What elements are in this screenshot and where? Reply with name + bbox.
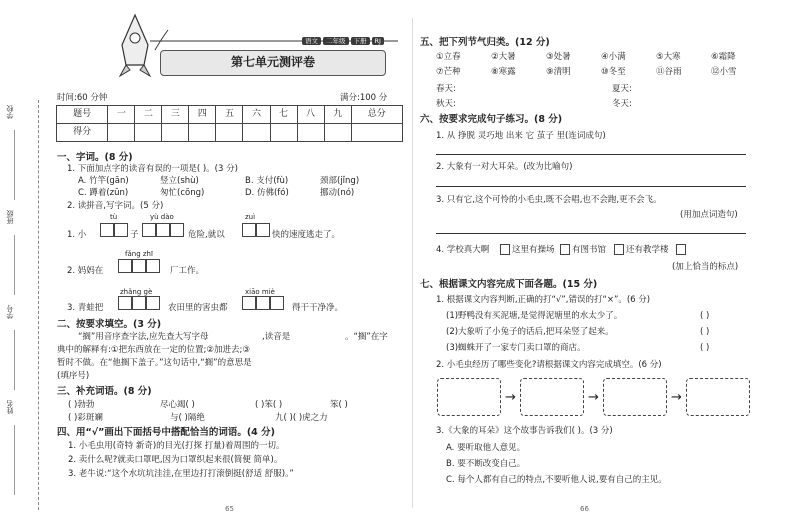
tag-grade: 二年级	[323, 37, 349, 45]
s4-line: 3. 老牛说:“这个水坑坑洼洼,在里边打打滚倒挺(舒适 舒服)。”	[68, 469, 294, 479]
s2-line2b: 暂时不做。在“他搁下盖子。”这句话中,“搁”的意思是	[57, 358, 252, 368]
s2-line1: “搁”用音序查字法,应先查大写字母	[78, 332, 209, 342]
char-box-group[interactable]	[242, 296, 284, 314]
s6-q4-part: 4. 学校真大啊	[436, 245, 490, 255]
s6-q4-part: 有图书馆	[572, 245, 607, 255]
score-cell[interactable]	[108, 124, 135, 142]
s6-q4-hint: (加上恰当的标点)	[672, 262, 739, 272]
solar-term: ⑧寒露	[491, 67, 516, 77]
s1-q1-option: 颈部(jǐng)	[320, 176, 360, 186]
section-7-title: 七、根据课文内容完成下面各题。(15 分)	[420, 279, 598, 290]
binding-label-class: 班级	[6, 210, 14, 224]
s1-q1-option: A. 竹竿(gān)	[78, 176, 129, 186]
s6-q4-part: 还有教学楼	[626, 245, 669, 255]
page-number-left: 65	[225, 505, 234, 513]
fill-text: 快的速度逃走了。	[272, 230, 341, 240]
char-box-group[interactable]	[118, 296, 160, 314]
score-cell[interactable]	[270, 124, 297, 142]
fill-text: 1. 小	[67, 230, 87, 240]
score-cell[interactable]	[243, 124, 270, 142]
score-header: 五	[216, 106, 243, 124]
s1-q1-option: C. 蹲着(zūn)	[78, 188, 129, 198]
s7-q1: 1. 根据课文内容判断,正确的打“√”,错误的打“×”。(6 分)	[436, 295, 651, 305]
s3-item: ( )勃勃	[68, 400, 95, 410]
s1-q1: 1. 下面加点字的读音有误的一项是( )。(3 分)	[67, 164, 238, 174]
s4-line: 1. 小毛虫用(奇特 新奇)的目光(打探 打量)着周围的一切。	[68, 441, 285, 451]
char-box-group[interactable]	[142, 223, 184, 241]
judge-paren[interactable]: ( )	[700, 327, 710, 337]
arrow-right-icon: →	[671, 390, 682, 405]
s3-item: ( )笨( )	[255, 400, 283, 410]
s1-q1-option: 挪动(nó)	[320, 188, 355, 198]
s7-judge: (1)野鸭没有买泥塘,是觉得泥塘里的水太少了。	[446, 311, 623, 321]
score-cell[interactable]	[162, 124, 189, 142]
s6-q3-hint: (用加点词造句)	[680, 210, 738, 220]
section-6-title: 六、按要求完成句子练习。(8 分)	[420, 114, 563, 125]
fill-text: 子	[130, 230, 139, 240]
answer-line[interactable]	[436, 154, 746, 155]
binding-fill-line	[14, 130, 15, 200]
flow-frame[interactable]	[520, 378, 584, 416]
solar-term: ②大暑	[491, 52, 516, 62]
s3-item: 笨( )	[330, 400, 348, 410]
score-cell[interactable]	[216, 124, 243, 142]
char-box-group[interactable]	[118, 259, 160, 277]
score-header: 六	[243, 106, 270, 124]
s7-judge: (2)大象听了小兔子的话后,把耳朵竖了起来。	[446, 327, 614, 337]
page-number-right: 66	[580, 505, 589, 513]
s2-line1b: ,读音是	[262, 332, 291, 342]
solar-term: ⑪谷雨	[656, 67, 682, 77]
score-cell[interactable]	[189, 124, 216, 142]
flow-frame[interactable]	[437, 378, 501, 416]
score-cell[interactable]	[135, 124, 162, 142]
s3-item: 九( )( )虎之力	[275, 413, 328, 423]
s6-q1: 1. 从 挣脱 灵巧地 出来 它 茧子 里(连词成句)	[436, 131, 606, 141]
flow-frame[interactable]	[603, 378, 667, 416]
season-label: 夏天:	[612, 84, 632, 94]
solar-term: ⑦芒种	[436, 67, 461, 77]
score-header: 一	[108, 106, 135, 124]
section-2-title: 二、按要求填空。(3 分)	[57, 319, 162, 330]
judge-paren[interactable]: ( )	[700, 311, 710, 321]
binding-fill-line	[14, 330, 15, 390]
binding-fill-line	[14, 425, 15, 495]
tag-volume: 下册	[351, 37, 370, 45]
solar-term: ⑤大寒	[656, 52, 681, 62]
score-cell[interactable]	[351, 124, 402, 142]
pinyin: tù	[110, 213, 118, 221]
s6-q3: 3. 只有它,这个可怜的小毛虫,既不会唱,也不会跑,更不会飞。	[436, 195, 662, 205]
s7-option-b: B. 要不断改变自己。	[446, 459, 526, 469]
punct-box[interactable]	[676, 244, 686, 255]
s6-q4-part: 这里有操场	[512, 245, 555, 255]
score-header: 八	[297, 106, 324, 124]
page-title: 第七单元测评卷	[160, 50, 386, 76]
score-header: 总分	[351, 106, 402, 124]
score-table	[56, 105, 403, 142]
fill-text: 危险,就以	[188, 230, 225, 240]
pinyin: yù dào	[150, 213, 174, 221]
fill-text: 厂工作。	[170, 266, 205, 276]
fill-text: 2. 妈妈在	[67, 266, 104, 276]
binding-label-name: 姓名	[6, 400, 14, 414]
s2-line1c: 。“搁”在字	[345, 332, 388, 342]
tag-edition: RJ	[372, 37, 384, 45]
solar-term: ④小满	[601, 52, 626, 62]
s3-item: ( )彩斑斓	[68, 413, 103, 423]
score-header: 四	[189, 106, 216, 124]
season-label: 秋天:	[436, 99, 456, 109]
score-row-label: 得分	[57, 124, 108, 142]
time-label: 时间:60 分钟	[57, 93, 108, 103]
solar-term: ③处暑	[546, 52, 571, 62]
score-header: 七	[270, 106, 297, 124]
char-box-group[interactable]	[100, 223, 128, 241]
s7-q2: 2. 小毛虫经历了哪些变化?请根据课文内容完成填空。(6 分)	[436, 360, 662, 370]
score-label: 满分:100 分	[340, 93, 388, 103]
solar-term: ①立春	[436, 52, 461, 62]
column-divider	[412, 18, 413, 508]
solar-term: ⑫小雪	[711, 67, 737, 77]
binding-dash-line	[38, 100, 39, 510]
s2-line3: (填序号)	[57, 371, 90, 381]
s1-q1-option: 匆忙(cōng)	[160, 188, 205, 198]
binding-fill-line	[14, 235, 15, 295]
score-header: 二	[135, 106, 162, 124]
header-tags	[300, 35, 384, 47]
arrow-right-icon: →	[588, 390, 599, 405]
pinyin: fǎng zhī	[125, 250, 153, 258]
s4-line: 2. 卖什么呢?就卖口罩吧,因为口罩织起来很(简便 简单)。	[68, 455, 283, 465]
section-5-title: 五、把下列节气归类。(12 分)	[420, 37, 550, 48]
punct-box[interactable]	[614, 244, 624, 255]
s3-item: 尽心竭( )	[160, 400, 195, 410]
judge-paren[interactable]: ( )	[700, 343, 710, 353]
pinyin: zuì	[245, 213, 256, 221]
char-box-group[interactable]	[242, 223, 270, 241]
s3-item: 与( )隔绝	[170, 413, 205, 423]
section-4-title: 四、用“√”画出下面括号中搭配恰当的词语。(4 分)	[57, 427, 275, 438]
arrow-right-icon: →	[505, 390, 516, 405]
solar-term: ⑩冬至	[601, 67, 626, 77]
binding-label-number: 学号	[6, 305, 14, 319]
score-cell[interactable]	[324, 124, 351, 142]
binding-strip	[2, 100, 44, 510]
season-label: 春天:	[436, 84, 456, 94]
flow-frame[interactable]	[686, 378, 750, 416]
pinyin: zhǎng gè	[120, 288, 153, 296]
score-header: 三	[162, 106, 189, 124]
score-header: 九	[324, 106, 351, 124]
pinyin: xiāo miè	[245, 288, 275, 296]
score-cell[interactable]	[297, 124, 324, 142]
s6-q2: 2. 大象有一对大耳朵。(改为比喻句)	[436, 162, 573, 172]
s7-option-c: C. 每个人都有自己的特点,不要听他人说,要有自己的主见。	[446, 475, 667, 485]
section-1-title: 一、字词。(8 分)	[57, 152, 133, 163]
fill-text: 得干干净净。	[292, 303, 344, 313]
solar-term: ⑥霜降	[711, 52, 736, 62]
fill-text: 农田里的害虫都	[168, 303, 228, 313]
season-label: 冬天:	[612, 99, 632, 109]
solar-term: ⑨清明	[546, 67, 571, 77]
section-3-title: 三、补充词语。(8 分)	[57, 386, 152, 397]
s1-q2: 2. 读拼音,写字词。(5 分)	[67, 201, 164, 211]
binding-label-school: 学校	[6, 105, 14, 119]
answer-line[interactable]	[436, 233, 746, 234]
s7-q3: 3.《大象的耳朵》这个故事告诉我们( )。(3 分)	[436, 426, 613, 436]
punct-box[interactable]	[500, 244, 510, 255]
s7-option-a: A. 要听取他人意见。	[446, 443, 526, 453]
score-header: 题号	[57, 106, 108, 124]
s2-line2: 典中的解释有:①把东西放在一定的位置;②加进去;③	[57, 345, 250, 355]
s1-q1-option: B. 支付(fù)	[245, 176, 289, 186]
s1-q1-option: 竖立(shù)	[160, 176, 199, 186]
s1-q1-option: D. 仿佛(fó)	[245, 188, 289, 198]
tag-subject: 语文	[302, 37, 321, 45]
fill-text: 3. 青蛙把	[67, 303, 104, 313]
answer-line[interactable]	[436, 186, 746, 187]
s7-judge: (3)蜘蛛开了一家专门卖口罩的商店。	[446, 343, 586, 353]
punct-box[interactable]	[560, 244, 570, 255]
